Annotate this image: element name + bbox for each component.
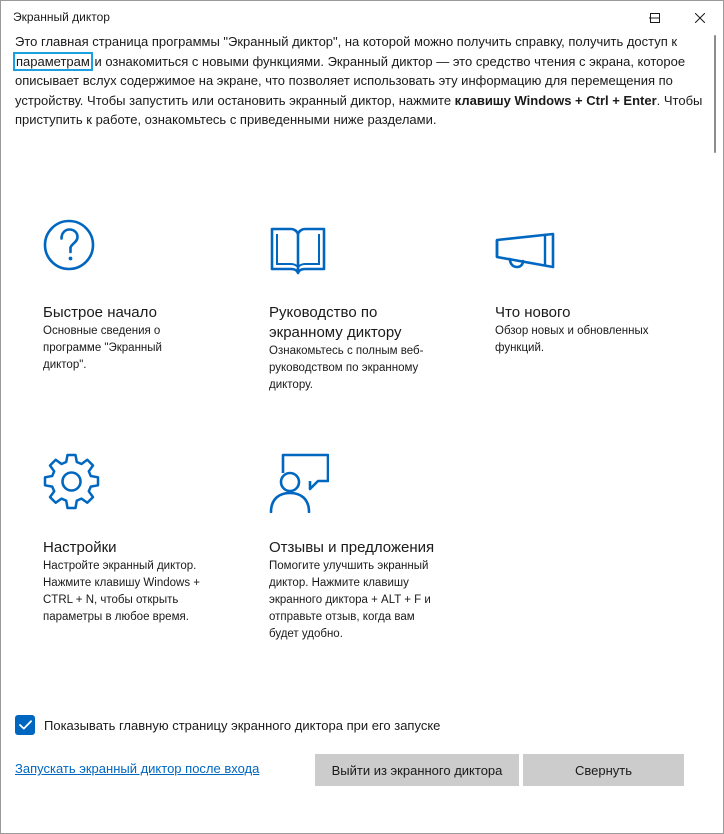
megaphone-icon	[495, 231, 555, 291]
maximize-icon	[650, 13, 660, 23]
close-button[interactable]	[677, 1, 723, 35]
close-icon	[695, 13, 705, 23]
intro-part: Это главная страница программы "Экранный диктор", на которой можно получить справку, получить доступ к	[15, 34, 678, 49]
tile-title: Настройки	[43, 539, 117, 556]
show-on-start-checkbox[interactable]	[15, 715, 35, 735]
gear-icon	[43, 453, 103, 513]
title-bar	[1, 1, 723, 35]
hotkey-text: клавишу Windows + Ctrl + Enter	[454, 92, 657, 108]
tile-description: Обзор новых и обновленных функций.	[495, 325, 649, 354]
tile-title: Быстрое начало	[43, 304, 157, 321]
tile-description: Основные сведения о программе "Экранный диктор".	[43, 325, 162, 371]
tile-description: Настройте экранный диктор. Нажмите клавишу Windows + CTRL + N, чтобы открыть параметры в любое время.	[43, 560, 200, 623]
tile-title: Руководство по экранному диктору	[269, 304, 402, 341]
intro-part: и ознакомиться с новыми функциями. Экранный диктор — это средство чтения с экрана, которое описывает вслух содержимое на экране, что позволяет использовать эту информацию для перемещения по устройству. Чтобы запустить или остановить экранный диктор, нажмите	[15, 53, 686, 108]
tile-title: Что нового	[495, 304, 571, 321]
minimize-narrator-button[interactable]: Свернуть	[523, 754, 684, 786]
feedback-person-icon	[269, 453, 329, 513]
checkbox-label: Показывать главную страницу экранного диктора при его запуске	[44, 717, 441, 733]
maximize-button[interactable]	[632, 1, 678, 35]
tile-description: Помогите улучшить экранный диктор. Нажмите клавишу экранного диктора + ALT + F и отправьте отзыв, когда вам будет удобно.	[269, 560, 431, 640]
show-on-start-option[interactable]	[15, 715, 440, 735]
intro-text	[15, 32, 718, 130]
intro-part: . Чтобы приступить к работе, ознакомьтесь с приведенными ниже разделами.	[15, 92, 703, 127]
start-after-signin-link[interactable]: Запускать экранный диктор после входа	[15, 761, 260, 776]
scroll-thumb[interactable]	[714, 35, 716, 153]
question-circle-icon	[43, 218, 103, 278]
tile-title: Отзывы и предложения	[269, 539, 435, 556]
window-title: Экранный диктор	[13, 10, 110, 24]
tile-description: Ознакомьтесь с полным веб-руководством по экранному диктору.	[269, 345, 424, 391]
exit-narrator-button[interactable]: Выйти из экранного диктора	[315, 754, 519, 786]
book-icon	[269, 221, 329, 281]
scrollbar[interactable]	[714, 35, 717, 155]
checkmark-icon	[19, 720, 32, 730]
settings-link[interactable]: параметрам	[16, 53, 90, 69]
